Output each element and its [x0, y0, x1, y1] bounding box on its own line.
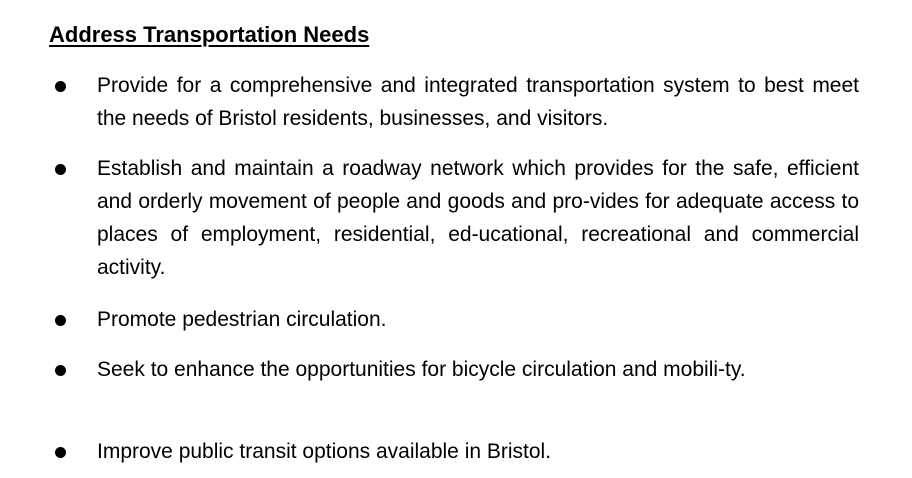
- bullet-icon: [55, 315, 66, 326]
- bullet-text: Provide for a comprehensive and integrated transportation system to best meet the needs of Bristol residents, businesses, and visitors.: [97, 74, 859, 130]
- bullet-icon: [55, 81, 66, 92]
- bullet-text: Promote pedestrian circulation.: [97, 308, 387, 331]
- bullet-icon: [55, 164, 66, 175]
- bullet-icon: [55, 365, 66, 376]
- bullet-icon: [55, 447, 66, 458]
- bullet-text: Improve public transit options available in Bristol.: [97, 440, 552, 463]
- section-heading: Address Transportation Needs: [49, 22, 370, 47]
- bullet-text: Seek to enhance the opportunities for bicycle circulation and mobili-ty.: [97, 358, 746, 381]
- bullet-text: Establish and maintain a roadway network which provides for the safe, efficient and orderly movement of people and goods and pro-vides for adequate access to places of employment, residential, ed-ucational, recreational and commercial activity.: [97, 157, 859, 279]
